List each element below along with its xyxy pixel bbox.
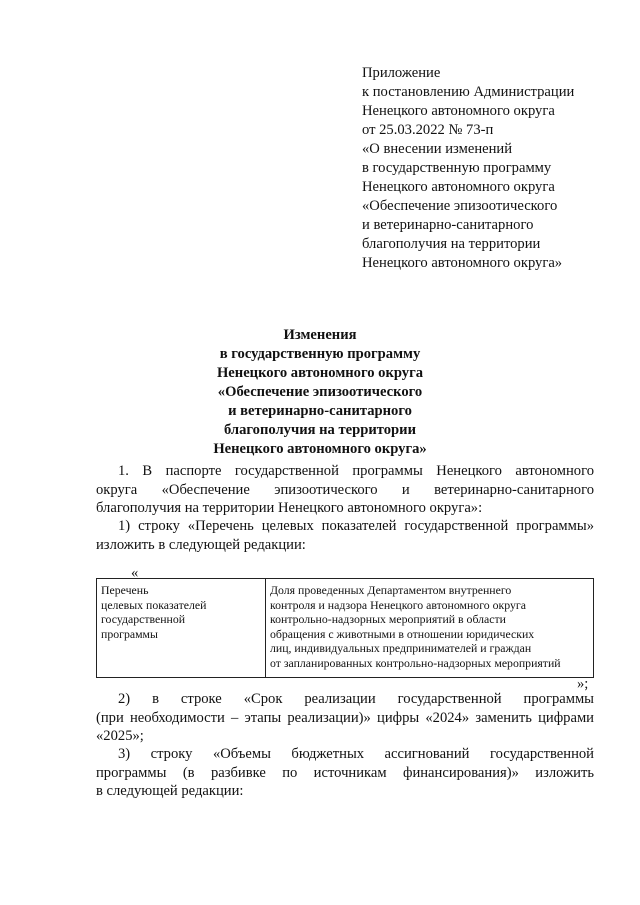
paragraph-line: округа «Обеспечение эпизоотического и ветеринарно-санитарного [96,481,594,498]
paragraph-line: программы (в разбивке по источникам финансирования)» изложить [96,764,594,781]
title-line: в государственную программу [219,346,421,362]
annex-header [362,64,632,273]
paragraph-line: изложить в следующей редакции: [96,536,306,553]
indicators-table [96,578,594,678]
paragraph-line: в следующей редакции: [96,783,244,799]
annex-line: и ветеринарно-санитарного [362,217,534,233]
annex-line: «О внесении изменений [362,141,513,157]
paragraph-1 [96,462,594,518]
annex-line: Ненецкого автономного округа» [362,255,563,271]
annex-line: «Обеспечение эпизоотического [362,198,558,214]
paragraph-line: 2) в строке «Срок реализации государственной программы [118,691,594,707]
document-title [140,326,500,459]
cell-line: обращения с животными в отношении юридических [270,626,535,641]
paragraph-line: «2025»; [96,728,144,744]
paragraph-line: благополучия на территории Ненецкого автономного округа»: [96,500,483,516]
cell-line: контрольно-надзорных мероприятий в области [270,612,506,627]
cell-line: Перечень [101,583,149,597]
quote-close: »; [577,676,589,692]
paragraph-3 [96,690,594,746]
paragraph-line: 3) строку «Объемы бюджетных ассигнований государственной [118,746,594,762]
paragraph-line: 1. В паспорте государственной программы Ненецкого автономного [118,463,594,479]
annex-line: в государственную программу [362,160,552,176]
cell-line: контроля и надзора Ненецкого автономного округа [270,597,526,612]
title-line: благополучия на территории [223,422,416,438]
cell-line: целевых показателей [101,597,207,612]
cell-line: программы [101,626,158,641]
annex-line: благополучия на территории [362,236,541,252]
paragraph-line: 1) строку «Перечень целевых показателей государственной программы» [118,518,594,534]
table-cell-label [97,579,266,678]
table-cell-value [266,579,594,678]
title-line: Изменения [283,327,357,343]
annex-line: к постановлению Администрации [362,84,575,100]
cell-line: Доля проведенных Департаментом внутреннего [270,583,512,597]
title-line: «Обеспечение эпизоотического [217,384,423,400]
paragraph-line: (при необходимости – этапы реализации)» цифры «2024» заменить цифрами [96,709,594,726]
paragraph-2 [96,517,594,554]
title-line: и ветеринарно-санитарного [228,403,412,419]
annex-line: Приложение [362,65,441,81]
cell-line: лиц, индивидуальных предпринимателей и граждан [270,641,532,656]
cell-line: государственной [101,612,186,627]
paragraph-4 [96,745,594,801]
cell-line: от запланированных контрольно-надзорных мероприятий [270,655,561,670]
title-line: Ненецкого автономного округа» [213,441,427,457]
quote-open: « [131,565,139,581]
title-line: Ненецкого автономного округа [216,365,424,381]
annex-line: Ненецкого автономного округа [362,103,555,119]
annex-line: Ненецкого автономного округа [362,179,555,195]
table-row [97,579,594,678]
annex-line: от 25.03.2022 № 73-п [362,122,494,138]
